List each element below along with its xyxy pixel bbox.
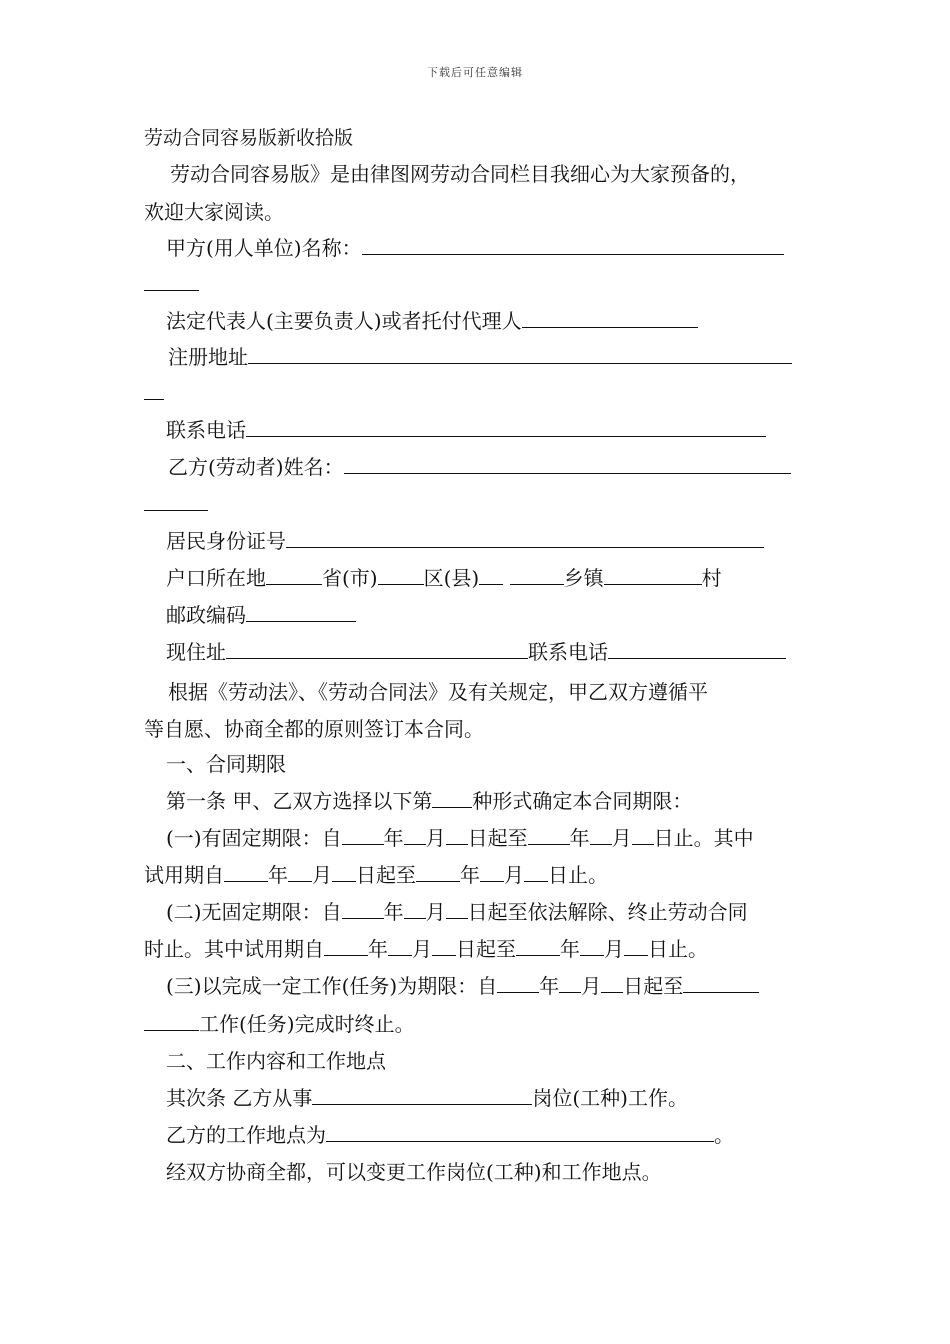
article-2-blank (312, 1084, 532, 1105)
blank-month (288, 861, 312, 882)
postcode-label: 邮政编码 (166, 603, 246, 627)
text-from: 自 (321, 900, 342, 924)
task-term-line2-text: 工作(任务)完成时终止。 (199, 1012, 415, 1036)
text-year: 年 (460, 863, 480, 887)
blank-year (342, 824, 384, 845)
open-term-tail: 日起至依法解除、终止劳动合同 (467, 900, 748, 924)
text-day-from: 日起至 (356, 863, 416, 887)
text-year: 年 (268, 863, 288, 887)
text-day-end: 日止。 (653, 826, 714, 850)
party-b-name-blank (344, 453, 791, 474)
party-b-name-blank-cont (144, 490, 208, 511)
blank-day (524, 861, 548, 882)
legal-rep-row (166, 307, 698, 335)
party-a-name-continued (144, 270, 199, 298)
work-place-row (166, 1121, 734, 1149)
blank-month (580, 935, 604, 956)
text-from: 自 (321, 826, 342, 850)
text-trial: 试用期自 (144, 863, 224, 887)
work-place-prefix: 乙方的工作地点为 (166, 1123, 326, 1147)
text-month: 月 (425, 900, 446, 924)
blank-month (404, 824, 426, 845)
text-year: 年 (383, 826, 404, 850)
phone-b-label: 联系电话 (528, 640, 608, 664)
current-address-row (166, 638, 786, 666)
party-b-name-continued (144, 490, 208, 518)
party-b-name-row (168, 453, 791, 481)
postcode-row (166, 601, 356, 629)
intro-line-1: 劳动合同容易版》是由律图网劳动合同栏目我细心为大家预备的， (170, 162, 750, 186)
reg-address-blank-cont (144, 379, 164, 400)
hukou-label: 户口所在地 (166, 566, 266, 590)
blank-month (480, 861, 504, 882)
blank-month (590, 824, 612, 845)
party-a-name-blank (362, 234, 784, 255)
reg-address-row (168, 343, 792, 371)
current-address-label: 现住址 (166, 640, 226, 664)
text-month: 月 (581, 974, 602, 998)
party-a-name-label: 甲方(用人单位)名称： (166, 236, 362, 260)
hukou-blank-3 (479, 564, 503, 585)
text-day-end: 日止。 (648, 937, 708, 961)
section-2-heading: 二、工作内容和工作地点 (166, 1049, 386, 1073)
legal-rep-blank (522, 307, 698, 328)
open-term-line2-prefix: 时止。其中试用期自 (144, 937, 324, 961)
blank-year (528, 824, 570, 845)
text-year: 年 (368, 937, 388, 961)
document-title: 劳动合同容易版新收拾版 (144, 127, 354, 149)
article-1 (166, 787, 692, 815)
blank-month (404, 898, 426, 919)
fixed-term-tail: 其中 (713, 826, 754, 850)
fixed-term-label: (一)有固定期限： (166, 826, 322, 850)
article-1-prefix: 第一条 甲、乙双方选择以下第 (166, 789, 433, 813)
hukou-blank-4 (510, 564, 564, 585)
article-1-suffix: 种形式确定本合同期限： (472, 789, 693, 813)
id-number-blank (286, 527, 764, 548)
phone-a-blank (246, 416, 766, 437)
hukou-row (166, 564, 722, 592)
basis-line-1: 根据《劳动法》、《劳动合同法》及有关规定，甲乙双方遵循平 (168, 680, 708, 704)
task-term-line-1 (166, 972, 759, 1000)
blank-month (559, 972, 581, 993)
article-2 (166, 1084, 688, 1112)
hukou-village: 村 (701, 566, 722, 590)
task-term-blank-cont (144, 1010, 199, 1031)
hukou-township: 乡镇 (563, 566, 604, 590)
id-number-row (166, 527, 764, 555)
blank-year (324, 935, 368, 956)
hukou-blank-2 (378, 564, 424, 585)
intro-line-2: 欢迎大家阅读。 (144, 200, 284, 224)
party-b-name-label: 乙方(劳动者)姓名： (168, 455, 344, 479)
change-clause: 经双方协商全都，可以变更工作岗位(工种)和工作地点。 (166, 1160, 662, 1184)
text-day-end: 日止。 (548, 863, 608, 887)
hukou-province: 省(市) (322, 566, 378, 590)
blank-month (388, 935, 412, 956)
blank-day (446, 824, 468, 845)
blank-day (332, 861, 356, 882)
text-month: 月 (504, 863, 524, 887)
text-month: 月 (604, 937, 624, 961)
id-number-label: 居民身份证号 (166, 529, 286, 553)
text-year: 年 (569, 826, 590, 850)
blank-day (432, 935, 456, 956)
legal-rep-label: 法定代表人(主要负责人)或者托付代理人 (166, 309, 522, 333)
blank-year (342, 898, 384, 919)
phone-a-label: 联系电话 (166, 418, 246, 442)
article-2-suffix: 岗位(工种)工作。 (532, 1086, 688, 1110)
party-a-name-blank-cont (144, 270, 199, 291)
fixed-term-line-2 (144, 861, 608, 889)
blank-year (224, 861, 268, 882)
text-year: 年 (560, 937, 580, 961)
blank-year (416, 861, 460, 882)
basis-line-2: 等自愿、协商全都的原则签订本合同。 (144, 717, 484, 741)
blank-year (516, 935, 560, 956)
open-term-label: (二)无固定期限： (166, 900, 322, 924)
article-2-prefix: 其次条 乙方从事 (166, 1086, 313, 1110)
task-term-line-2 (144, 1010, 415, 1038)
text-month: 月 (611, 826, 632, 850)
text-day-from: 日起至 (456, 937, 516, 961)
text-from: 自 (477, 974, 498, 998)
text-year: 年 (539, 974, 560, 998)
text-day-from: 日起至 (467, 826, 528, 850)
blank-year (497, 972, 539, 993)
text-month: 月 (412, 937, 432, 961)
work-place-suffix: 。 (714, 1123, 734, 1147)
blank-day (446, 898, 468, 919)
hukou-district: 区(县) (423, 566, 480, 590)
work-place-blank (326, 1121, 714, 1142)
open-term-line-2 (144, 935, 708, 963)
reg-address-blank (248, 343, 792, 364)
fixed-term-line-1 (166, 824, 754, 852)
text-year: 年 (383, 900, 404, 924)
page-header: 下载后可任意编辑 (427, 66, 523, 79)
article-1-blank (432, 787, 472, 808)
text-month: 月 (312, 863, 332, 887)
hukou-blank-5 (604, 564, 702, 585)
text-month: 月 (425, 826, 446, 850)
phone-b-blank (608, 638, 786, 659)
section-1-heading: 一、合同期限 (166, 752, 286, 776)
text-day-from: 日起至 (623, 974, 684, 998)
blank-day (601, 972, 623, 993)
current-address-blank (226, 638, 528, 659)
task-term-label: (三)以完成一定工作(任务)为期限： (166, 974, 478, 998)
phone-a-row (166, 416, 766, 444)
open-term-line-1 (166, 898, 748, 926)
task-term-blank (683, 972, 759, 993)
blank-day (632, 824, 654, 845)
party-a-name-row (166, 234, 784, 262)
blank-day (624, 935, 648, 956)
postcode-blank (246, 601, 356, 622)
reg-address-label: 注册地址 (168, 345, 248, 369)
reg-address-continued (144, 379, 164, 407)
hukou-blank-1 (266, 564, 322, 585)
